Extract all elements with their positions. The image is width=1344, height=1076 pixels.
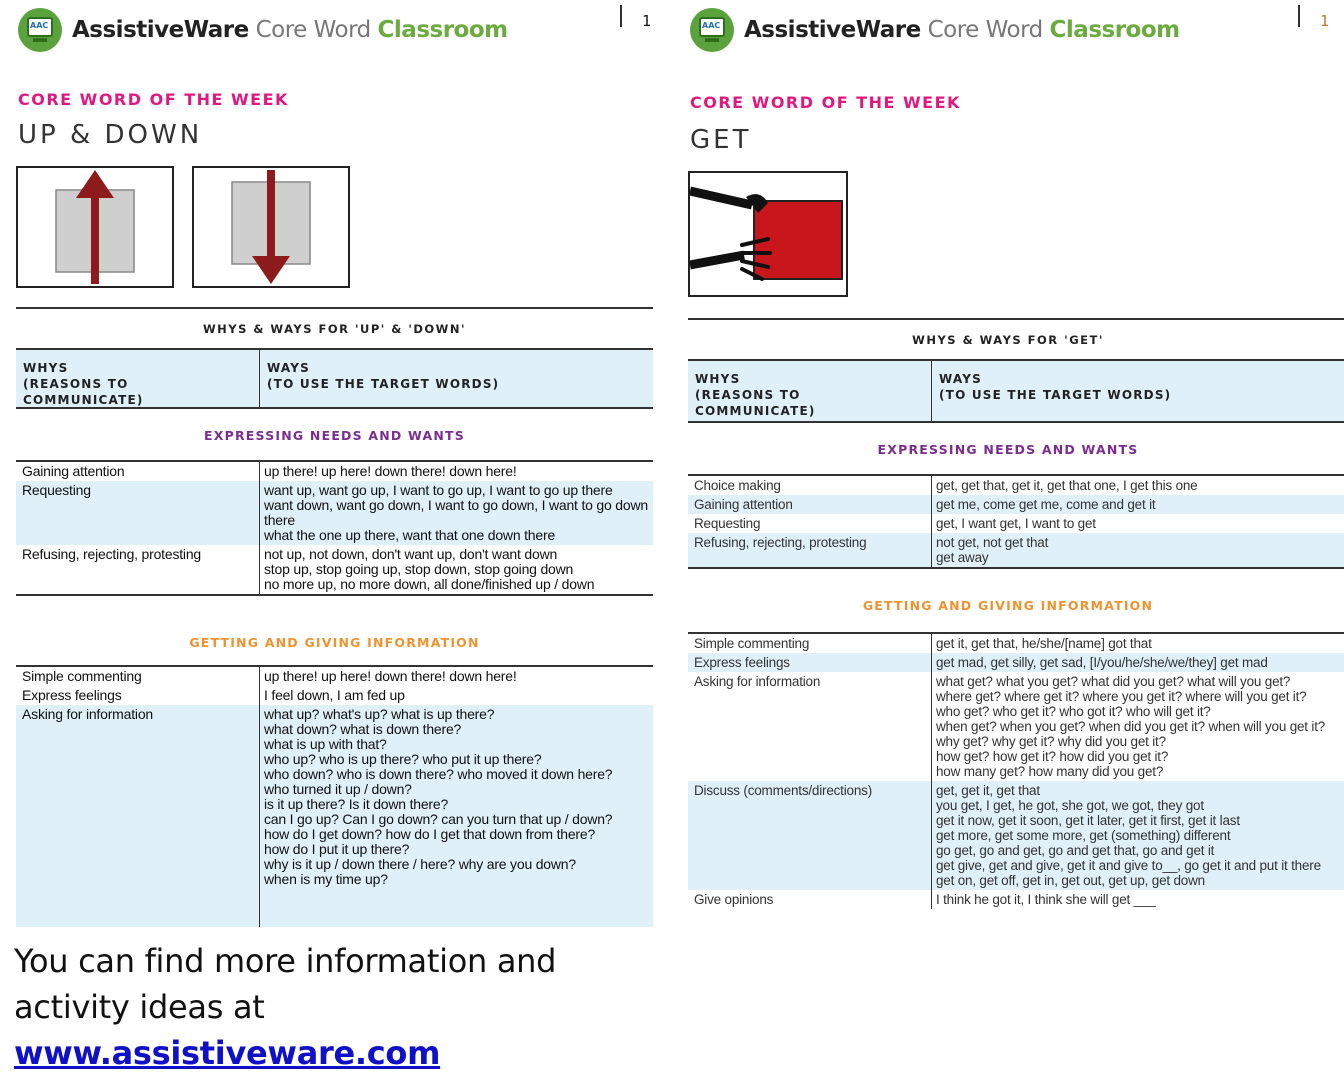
table-row	[16, 545, 653, 594]
ways-line: get on, get off, get in, get out, get up, get down	[936, 873, 1205, 888]
ways-cell: get, get that, get it, get that one, I get this one	[936, 478, 1198, 493]
ways-line: you get, I get, he got, she got, we got, they got	[936, 798, 1204, 813]
table-row	[688, 653, 1344, 672]
up-symbol	[16, 166, 174, 288]
ways-line: who turned it up / down?	[264, 781, 412, 797]
why-cell: Simple commenting	[688, 634, 932, 653]
ways-line: why get? why get it? why did you get it?	[936, 734, 1166, 749]
ways-line: get it now, get it soon, get it later, get it first, get it last	[936, 813, 1240, 828]
ways-line: when is my time up?	[264, 871, 388, 887]
aac-device-icon: AAC	[690, 8, 734, 52]
ways-cell: I feel down, I am fed up	[264, 687, 405, 703]
why-cell: Gaining attention	[688, 495, 932, 514]
ways-line: stop up, stop going up, stop down, stop going down	[264, 561, 574, 577]
why-cell: Requesting	[688, 514, 932, 533]
ways-line: get away	[936, 550, 989, 565]
ways-line: why is it up / down there / here? why are you down?	[264, 856, 576, 872]
ways-line: what get? what you get? what did you get? what will you get?	[936, 674, 1291, 689]
core-word-title: GET	[690, 125, 752, 155]
ways-line: not get, not get that	[936, 535, 1049, 550]
core-word-label: CORE WORD OF THE WEEK	[18, 90, 289, 109]
why-cell: Discuss (comments/directions)	[688, 781, 932, 890]
why-cell: Asking for information	[688, 672, 932, 781]
up-arrow-icon	[18, 168, 172, 286]
table-title: WHYS & WAYS FOR 'GET'	[912, 333, 1104, 347]
table-title: WHYS & WAYS FOR 'UP' & 'DOWN'	[202, 322, 467, 336]
section-information: GETTING AND GIVING INFORMATION	[862, 598, 1154, 613]
why-cell: Asking for information	[16, 705, 260, 927]
page-divider	[620, 5, 622, 27]
table-row	[688, 672, 1344, 781]
ways-line: want up, want go up, I want to go up, I want to go up there	[264, 482, 613, 498]
page-divider	[1298, 5, 1300, 27]
ways-line: get, get it, get that	[936, 783, 1040, 798]
ways-line: who get? who get it? who got it? who will get it?	[936, 704, 1211, 719]
ways-line: what up? what's up? what is up there?	[264, 706, 495, 722]
website-link[interactable]: www.assistiveware.com	[14, 1034, 441, 1072]
table-row	[688, 781, 1344, 890]
ways-line: who down? who is down there? who moved it down here?	[264, 766, 613, 782]
ways-line: what is up with that?	[264, 736, 387, 752]
table-row	[688, 533, 1344, 567]
ways-line: who up? who is up there? who put it up there?	[264, 751, 542, 767]
down-symbol	[192, 166, 350, 288]
information-table	[16, 665, 653, 927]
brand-logo	[690, 8, 1180, 52]
why-cell: Gaining attention	[16, 462, 260, 481]
ways-cell: get, I want get, I want to get	[936, 516, 1096, 531]
table-row	[16, 481, 653, 545]
ways-cell: up there! up here! down there! down here!	[264, 668, 517, 684]
ways-line: no more up, no more down, all done/finished up / down	[264, 576, 595, 592]
table-row	[688, 476, 1344, 495]
page-left	[0, 0, 660, 1072]
brand-name: AssistiveWare Core Word Classroom	[72, 17, 508, 43]
needs-wants-table	[16, 460, 653, 596]
information-table	[688, 632, 1344, 909]
ways-line: how get? how get it? how did you get it?	[936, 749, 1169, 764]
ways-line: go get, go and get, go and get that, go and get it	[936, 843, 1215, 858]
divider	[16, 307, 653, 309]
table-row	[16, 686, 653, 705]
ways-line: what the one up there, want that one down there	[264, 527, 556, 543]
table-row	[16, 705, 653, 927]
why-cell: Requesting	[16, 481, 260, 545]
page-number: 1	[1320, 12, 1330, 30]
table-row	[688, 514, 1344, 533]
section-needs-wants: EXPRESSING NEEDS AND WANTS	[204, 428, 465, 443]
why-cell: Express feelings	[16, 686, 260, 705]
ways-line: get more, get some more, get (something) different	[936, 828, 1231, 843]
ways-cell: up there! up here! down there! down here!	[264, 463, 517, 479]
ways-line: where get? where get it? where you get it? where will you get it?	[936, 689, 1307, 704]
section-needs-wants: EXPRESSING NEEDS AND WANTS	[877, 442, 1139, 457]
ways-line: can I go up? Can I go down? can you turn that up / down?	[264, 811, 613, 827]
why-cell: Give opinions	[688, 890, 932, 909]
why-cell: Simple commenting	[16, 667, 260, 686]
ways-line: get give, get and give, get it and give to__, go get it and put it there	[936, 858, 1321, 873]
footer-note	[14, 938, 660, 1076]
ways-cell: get mad, get silly, get sad, [I/you/he/she/we/they] get mad	[936, 655, 1268, 670]
ways-line: what down? what is down there?	[264, 721, 462, 737]
brand-logo	[18, 8, 508, 52]
get-symbol	[688, 171, 848, 297]
brand-name: AssistiveWare Core Word Classroom	[744, 17, 1180, 43]
needs-wants-table	[688, 474, 1344, 569]
why-cell: Express feelings	[688, 653, 932, 672]
table-header: WHYS (REASONS TO COMMUNICATE) WAYS (TO USE THE TARGET WORDS)	[16, 348, 653, 409]
hand-grabbing-box-icon	[690, 173, 846, 295]
page-right	[680, 0, 1344, 1042]
table-header: WHYS (REASONS TO COMMUNICATE) WAYS (TO USE THE TARGET WORDS)	[688, 359, 1344, 423]
ways-line: not up, not down, don't want up, don't want down	[264, 546, 558, 562]
table-row	[688, 890, 1344, 909]
down-arrow-icon	[194, 168, 348, 286]
why-cell: Choice making	[688, 476, 932, 495]
ways-cell: get me, come get me, come and get it	[936, 497, 1156, 512]
section-information: GETTING AND GIVING INFORMATION	[189, 635, 480, 650]
core-word-title: UP & DOWN	[18, 120, 203, 150]
aac-device-icon: AAC	[18, 8, 62, 52]
table-row	[16, 462, 653, 481]
ways-line: how many get? how many did you get?	[936, 764, 1164, 779]
table-row	[16, 667, 653, 686]
table-row	[688, 495, 1344, 514]
ways-line: when get? when you get? when did you get it? when will you get it?	[936, 719, 1326, 734]
ways-line: want down, want go down, I want to go down, I want to go down there	[264, 497, 652, 528]
page-number: 1	[642, 12, 652, 30]
table-row	[688, 634, 1344, 653]
core-word-label: CORE WORD OF THE WEEK	[690, 93, 961, 112]
ways-line: how do I put it up there?	[264, 841, 410, 857]
footer-text: You can find more information and activity ideas at	[14, 942, 557, 1026]
divider	[688, 318, 1344, 320]
ways-line: is it up there? Is it down there?	[264, 796, 449, 812]
ways-cell: get it, get that, he/she/[name] got that	[936, 636, 1152, 651]
ways-line: how do I get down? how do I get that down from there?	[264, 826, 596, 842]
ways-cell: I think he got it, I think she will get ___	[936, 892, 1156, 907]
why-cell: Refusing, rejecting, protesting	[688, 533, 932, 567]
why-cell: Refusing, rejecting, protesting	[16, 545, 260, 594]
